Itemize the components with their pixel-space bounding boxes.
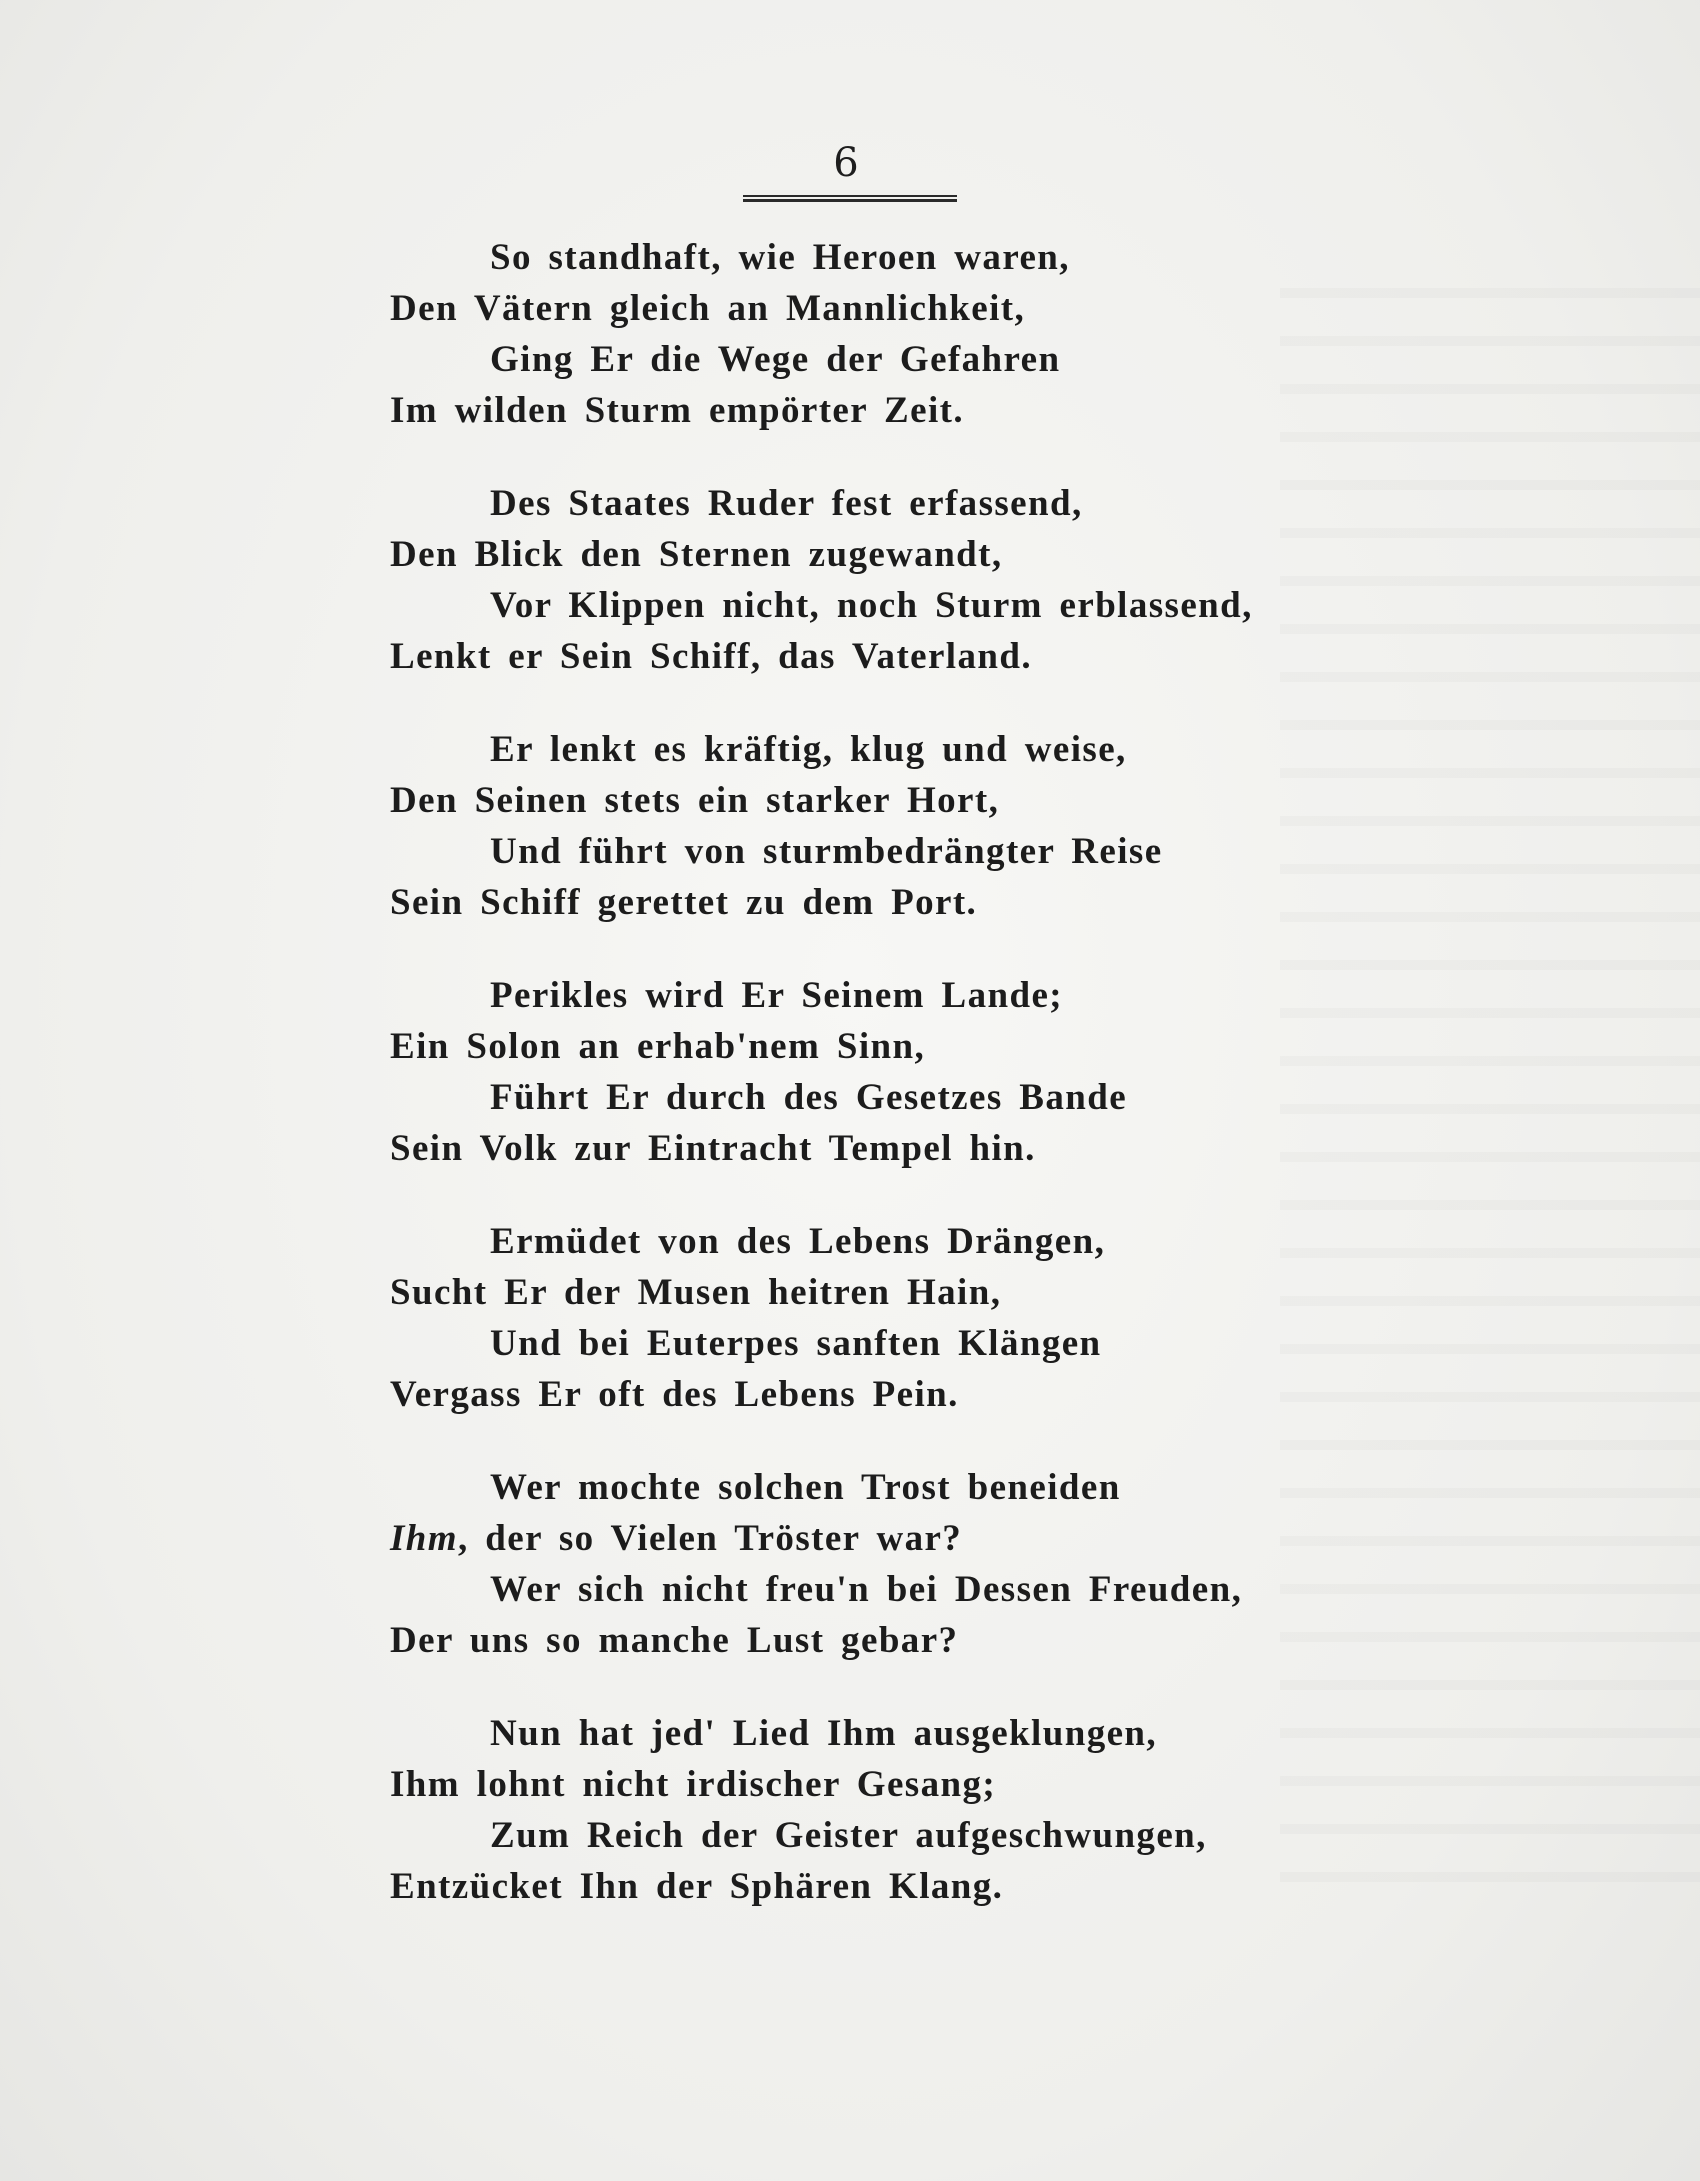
poem-line: Sein Volk zur Eintracht Tempel hin. bbox=[390, 1128, 1036, 1169]
poem-line: Ging Er die Wege der Gefahren bbox=[490, 339, 1061, 380]
poem bbox=[390, 232, 1390, 1954]
poem-line: Sucht Er der Musen heitren Hain, bbox=[390, 1272, 1002, 1313]
poem-line bbox=[390, 1513, 1390, 1564]
poem-line: Vergass Er oft des Lebens Pein. bbox=[390, 1374, 959, 1415]
poem-line: Ermüdet von des Lebens Drängen, bbox=[490, 1221, 1106, 1262]
poem-line: Er lenkt es kräftig, klug und weise, bbox=[490, 729, 1127, 770]
poem-line: Vor Klippen nicht, noch Sturm erblassend, bbox=[490, 585, 1253, 626]
page-number bbox=[0, 140, 1700, 186]
poem-line-rest: , der so Vielen Tröster war? bbox=[457, 1518, 963, 1559]
italic-word: Ihm bbox=[390, 1518, 458, 1559]
poem-line: Den Seinen stets ein starker Hort, bbox=[390, 780, 1000, 821]
poem-line: Nun hat jed' Lied Ihm ausgeklungen, bbox=[490, 1713, 1158, 1754]
poem-line: Im wilden Sturm empörter Zeit. bbox=[390, 390, 964, 431]
poem-line: Wer sich nicht freu'n bei Dessen Freuden, bbox=[490, 1569, 1243, 1610]
stanza bbox=[390, 970, 1390, 1174]
stanza bbox=[390, 1462, 1390, 1666]
poem-line: So standhaft, wie Heroen waren, bbox=[490, 237, 1070, 278]
stanza bbox=[390, 1708, 1390, 1912]
stanza bbox=[390, 1216, 1390, 1420]
header-rule bbox=[743, 195, 957, 202]
poem-line: Wer mochte solchen Trost beneiden bbox=[490, 1467, 1121, 1508]
poem-line: Zum Reich der Geister aufgeschwungen, bbox=[490, 1815, 1207, 1856]
poem-line: Und führt von sturmbedrängter Reise bbox=[490, 831, 1163, 872]
poem-line: Ein Solon an erhab'nem Sinn, bbox=[390, 1026, 926, 1067]
stanza bbox=[390, 724, 1390, 928]
poem-line: Der uns so manche Lust gebar? bbox=[390, 1620, 959, 1661]
poem-line: Den Vätern gleich an Mannlichkeit, bbox=[390, 288, 1026, 329]
poem-line: Führt Er durch des Gesetzes Bande bbox=[490, 1077, 1128, 1118]
poem-line: Sein Schiff gerettet zu dem Port. bbox=[390, 882, 978, 923]
stanza bbox=[390, 232, 1390, 436]
stanza bbox=[390, 478, 1390, 682]
poem-line: Den Blick den Sternen zugewandt, bbox=[390, 534, 1003, 575]
poem-line: Und bei Euterpes sanften Klängen bbox=[490, 1323, 1102, 1364]
poem-line: Perikles wird Er Seinem Lande; bbox=[490, 975, 1064, 1016]
poem-line: Lenkt er Sein Schiff, das Vaterland. bbox=[390, 636, 1032, 677]
poem-line: Des Staates Ruder fest erfassend, bbox=[490, 483, 1083, 524]
poem-line: Ihm lohnt nicht irdischer Gesang; bbox=[390, 1764, 997, 1805]
page-number-text: 6 bbox=[833, 140, 859, 186]
poem-line: Entzücket Ihn der Sphären Klang. bbox=[390, 1866, 1004, 1907]
